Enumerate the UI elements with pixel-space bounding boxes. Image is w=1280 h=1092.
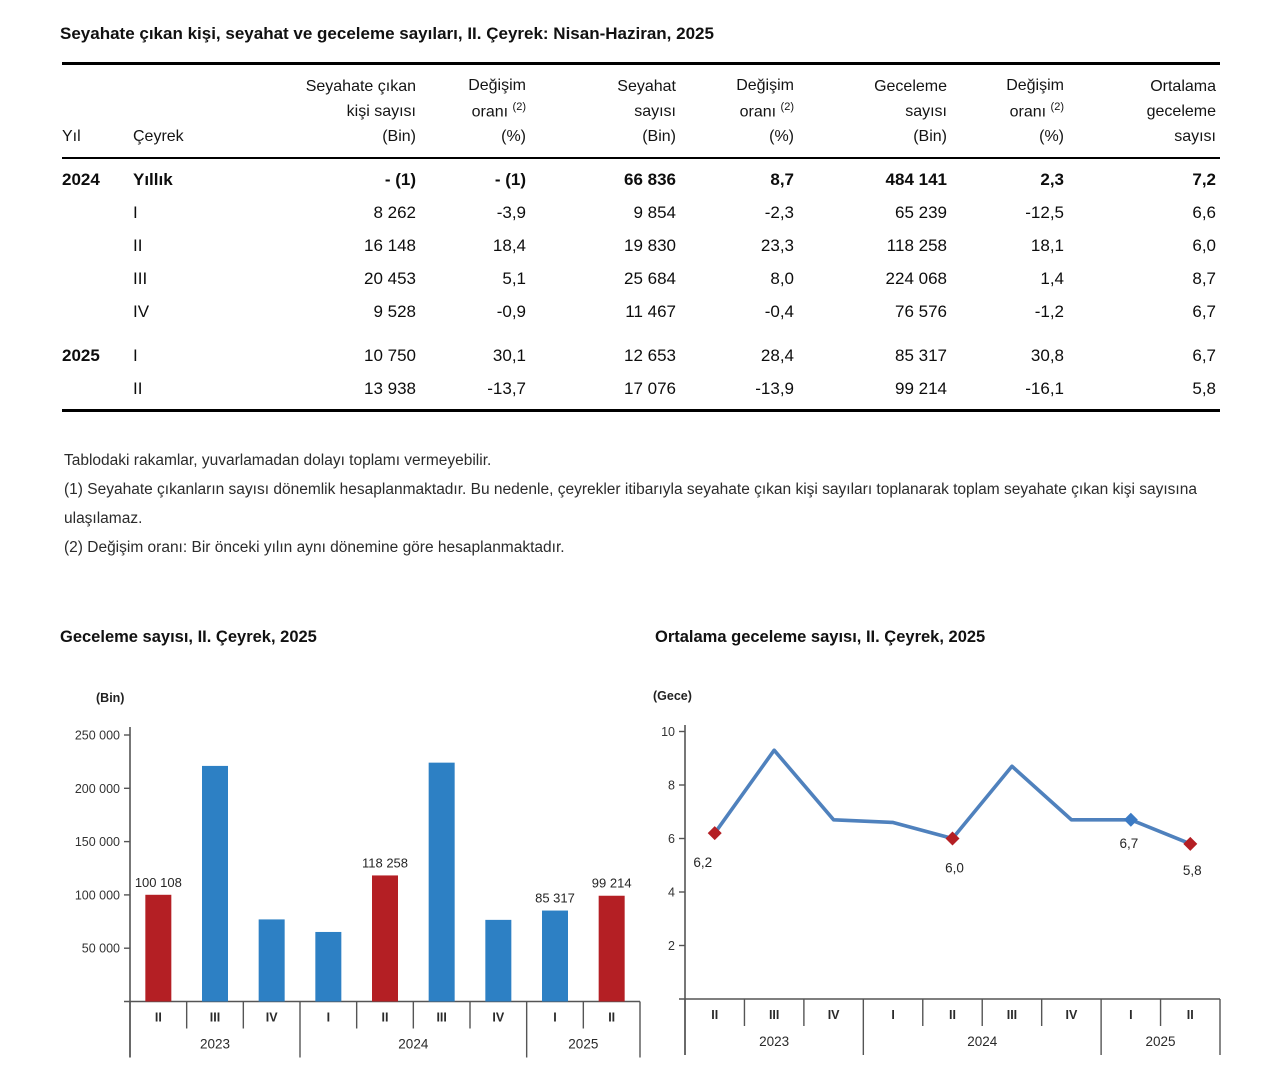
y-tick-label: 100 000	[74, 888, 120, 903]
value-cell: -0,9	[496, 301, 526, 321]
quarter-cell: Yıllık	[133, 169, 173, 189]
statistics-table-container	[62, 70, 1220, 412]
y-tick-label: 4	[668, 885, 675, 900]
value-cell: 7,2	[1192, 169, 1216, 189]
value-cell: 30,8	[1030, 346, 1064, 366]
value-cell: 6,7	[1192, 346, 1216, 366]
quarter-label: II	[608, 1010, 616, 1025]
table-row	[62, 158, 1220, 197]
title-rule	[62, 62, 1220, 65]
table-header-cell: Seyahate çıkan kişi sayısı (Bin)	[228, 70, 420, 158]
year-cell	[62, 229, 133, 262]
value-cell: 224 068	[885, 268, 947, 288]
bar	[315, 932, 341, 1002]
y-tick-label: 200 000	[74, 781, 120, 796]
year-label: 2024	[398, 1036, 429, 1052]
quarter-label: II	[1186, 1008, 1194, 1022]
value-cell: 25 684	[624, 268, 676, 288]
value-cell: 9 854	[633, 202, 676, 222]
value-cell: 17 076	[530, 373, 680, 411]
bar	[372, 875, 398, 1001]
table-row	[62, 229, 1220, 262]
bar	[259, 919, 285, 1001]
value-cell: 13 938	[228, 373, 420, 411]
y-tick-label: 10	[661, 725, 675, 739]
quarter-label: I	[1129, 1008, 1133, 1022]
quarter-label: II	[711, 1008, 719, 1022]
table-row	[62, 328, 1220, 373]
point-marker	[1183, 837, 1197, 851]
year-label: 2024	[967, 1034, 998, 1049]
bar	[485, 920, 511, 1002]
y-tick-label: 6	[668, 832, 675, 846]
quarter-label: II	[154, 1010, 162, 1025]
table-header-cell: Geceleme sayısı (Bin)	[798, 70, 951, 158]
bar-value-label: 85 317	[535, 890, 575, 906]
value-cell: -16,1	[951, 373, 1068, 411]
y-tick-label: 150 000	[74, 835, 120, 850]
quarter-label: II	[381, 1010, 389, 1025]
bar	[429, 763, 455, 1002]
bar-value-label: 118 258	[361, 855, 409, 871]
bar-value-label: 100 108	[134, 874, 182, 890]
quarter-label: III	[768, 1008, 780, 1022]
bar	[145, 895, 171, 1002]
y-tick-label: 50 000	[81, 941, 120, 956]
year-label: 2025	[1145, 1034, 1176, 1049]
value-cell: 12 653	[624, 346, 676, 366]
value-cell: 2,3	[1040, 169, 1064, 189]
value-cell: 76 576	[895, 301, 947, 321]
point-value-label: 6,0	[945, 860, 964, 876]
quarter-label: IV	[265, 1010, 278, 1025]
value-cell: -2,3	[764, 202, 794, 222]
value-cell: -0,4	[764, 301, 794, 321]
quarter-label: III	[1006, 1008, 1018, 1022]
quarter-cell: III	[133, 268, 148, 288]
quarter-label: I	[891, 1008, 895, 1022]
year-cell	[62, 196, 133, 229]
value-cell: 28,4	[760, 346, 794, 366]
value-cell: 6,7	[1192, 301, 1216, 321]
value-cell: 66 836	[624, 169, 676, 189]
page-title: Seyahate çıkan kişi, seyahat ve geceleme sayıları, II. Çeyrek: Nisan-Haziran, 2025	[60, 24, 714, 43]
year-cell	[62, 262, 133, 295]
year-cell: 2024	[62, 169, 100, 189]
y-tick-label: 2	[668, 939, 675, 953]
table-row	[62, 262, 1220, 295]
value-cell: 30,1	[492, 346, 526, 366]
table-footnotes	[64, 446, 1222, 562]
table-header-cell: Yıl	[62, 70, 133, 158]
quarter-label: III	[436, 1010, 447, 1025]
table-header	[62, 70, 1220, 158]
quarter-label: IV	[492, 1010, 505, 1025]
value-cell: 8,7	[1192, 268, 1216, 288]
quarter-cell: II	[133, 373, 228, 411]
value-cell: 16 148	[364, 235, 416, 255]
quarter-label: I	[553, 1010, 557, 1025]
y-tick-label: 250 000	[74, 728, 120, 743]
point-value-label: 6,7	[1119, 835, 1139, 851]
table-row	[62, 196, 1220, 229]
ortalama-geceleme-line-chart	[648, 675, 1233, 1075]
value-cell: 65 239	[895, 202, 947, 222]
value-cell: -13,7	[420, 373, 530, 411]
bar-value-label: 99 214	[591, 875, 632, 891]
line-chart-title: Ortalama geceleme sayısı, II. Çeyrek, 2025	[655, 628, 986, 646]
year-label: 2023	[759, 1034, 790, 1049]
year-label: 2025	[568, 1036, 599, 1052]
value-cell: 18,4	[492, 235, 526, 255]
footnote: Tablodaki rakamlar, yuvarlamadan dolayı toplamı vermeyebilir.	[64, 452, 492, 469]
value-cell: 118 258	[886, 235, 947, 255]
value-cell: 20 453	[364, 268, 416, 288]
value-cell: 99 214	[798, 373, 951, 411]
value-cell: 5,8	[1068, 373, 1220, 411]
value-cell: 484 141	[885, 169, 947, 189]
bar-chart-title: Geceleme sayısı, II. Çeyrek, 2025	[60, 628, 317, 646]
value-cell: 5,1	[502, 268, 526, 288]
point-marker	[1124, 813, 1138, 827]
quarter-cell: I	[133, 202, 138, 222]
bar	[202, 766, 228, 1002]
table-header-cell: Çeyrek	[133, 70, 228, 158]
y-tick-label: 8	[668, 778, 675, 793]
table-header-cell: Değişim oranı $^{(2)}$ (%)	[420, 70, 530, 158]
quarter-label: II	[949, 1008, 956, 1022]
value-cell: 1,4	[1040, 268, 1064, 288]
value-cell: -3,9	[496, 202, 526, 222]
axis-unit-label: (Bin)	[96, 691, 125, 705]
value-cell: 85 317	[895, 346, 947, 366]
value-cell: 6,6	[1192, 202, 1216, 222]
quarter-label: I	[326, 1010, 331, 1025]
table-header-cell: Değişim oranı $^{(2)}$ (%)	[680, 70, 798, 158]
geceleme-bar-chart	[58, 675, 653, 1075]
value-cell: - (1)	[494, 169, 526, 189]
year-label: 2023	[199, 1036, 231, 1052]
quarter-cell: IV	[133, 301, 150, 321]
footnote: (1) Seyahate çıkanların sayısı dönemlik hesaplanmaktadır. Bu nedenle, çeyrekler itibarıyla seyahate çıkan kişi sayıları toplanarak toplam seyahate çıkan kişi sayısına ulaşılamaz.	[64, 481, 1197, 527]
value-cell: 6,0	[1192, 235, 1216, 255]
table-row	[62, 373, 1220, 411]
value-cell: 23,3	[760, 235, 794, 255]
axis-unit-label: (Gece)	[653, 689, 692, 703]
value-cell: - (1)	[384, 169, 416, 189]
year-cell: 2025	[62, 346, 100, 366]
year-cell	[62, 295, 133, 328]
quarter-label: III	[209, 1010, 221, 1025]
quarter-label: IV	[827, 1008, 840, 1022]
quarter-cell: I	[133, 346, 138, 366]
value-cell: 8,0	[770, 268, 794, 288]
table-header-cell: Değişim oranı $^{(2)}$ (%)	[951, 70, 1068, 158]
table-header-cell: Seyahat sayısı (Bin)	[530, 70, 680, 158]
value-cell: -1,2	[1034, 301, 1064, 321]
bar	[599, 896, 625, 1002]
value-cell: 18,1	[1030, 235, 1064, 255]
point-value-label: 6,2	[693, 855, 713, 871]
table-row	[62, 295, 1220, 328]
value-cell: 8,7	[770, 169, 794, 189]
value-cell: 10 750	[364, 346, 416, 366]
bar	[542, 911, 568, 1002]
value-cell: 11 467	[625, 301, 676, 321]
table-body	[62, 158, 1220, 411]
value-cell: -12,5	[1025, 202, 1064, 222]
value-cell: 8 262	[373, 202, 416, 222]
point-value-label: 5,8	[1182, 862, 1202, 878]
value-cell: 19 830	[624, 235, 676, 255]
value-cell: 9 528	[373, 301, 416, 321]
table-header-cell: Ortalama geceleme sayısı	[1068, 70, 1220, 158]
line-series	[715, 750, 1191, 844]
quarter-label: IV	[1065, 1008, 1078, 1022]
statistics-table	[62, 70, 1220, 412]
year-cell	[62, 373, 133, 411]
value-cell: -13,9	[680, 373, 798, 411]
quarter-cell: II	[133, 235, 143, 255]
footnote: (2) Değişim oranı: Bir önceki yılın aynı dönemine göre hesaplanmaktadır.	[64, 539, 565, 556]
